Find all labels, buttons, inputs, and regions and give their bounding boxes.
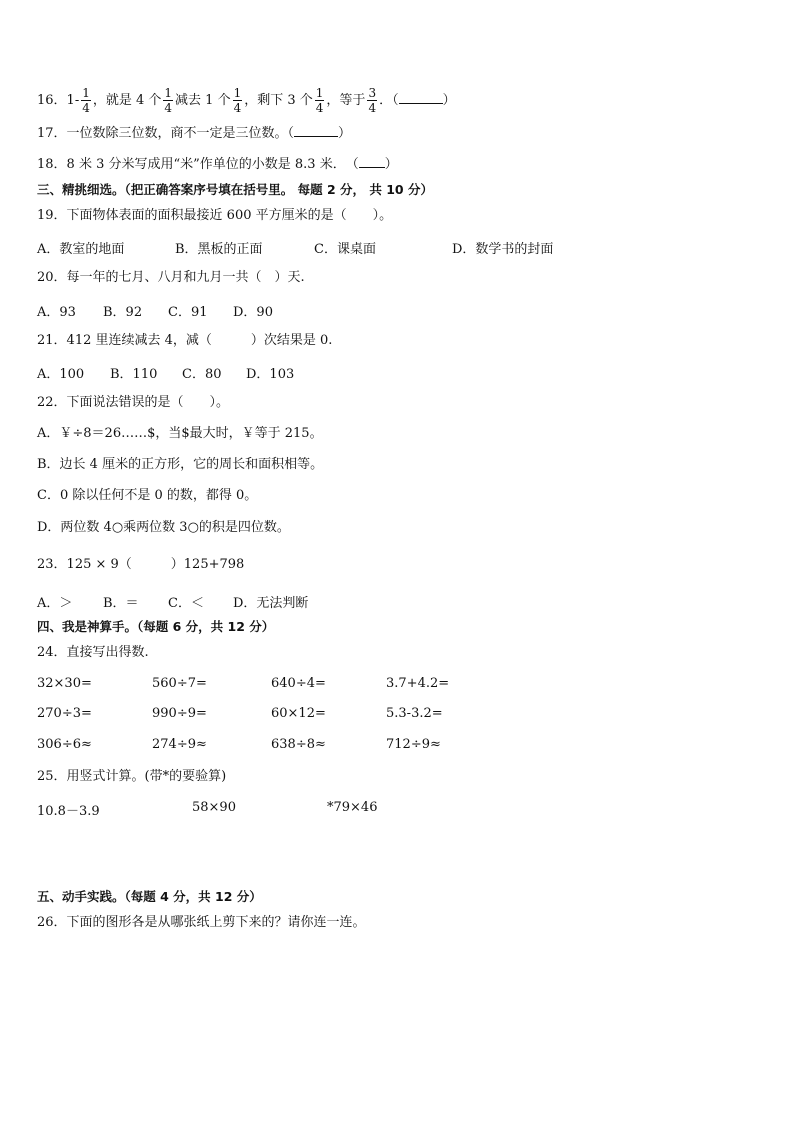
q25-item: 58×90 — [192, 800, 236, 815]
q22-option-a[interactable]: A．￥÷8＝26……$，当$最大时，￥等于 215。 — [37, 426, 323, 441]
fraction-one-quarter: $\frac{1}{4}$ — [315, 86, 324, 115]
q24-item: 712÷9≈ — [386, 737, 441, 752]
q24-item: 270÷3= — [37, 706, 92, 721]
q16-prefix: 16．1- — [37, 93, 80, 108]
section-5-heading: 五、动手实践。（每题 4 分，共 12 分） — [37, 889, 262, 904]
q19-option-a[interactable]: A．教室的地面 — [37, 242, 125, 257]
q25-item: *79×46 — [327, 800, 378, 815]
question-16: 16．1- $\frac{1}{4}$ ，就是 4 个 $\frac{1}{4}$ 减去 1 个 $\frac{1}{4}$ ，剩下 3 个 $\frac{1}{4}$ ，等于 $\frac{3}{4}$ ．（ ） — [37, 86, 456, 115]
answer-blank[interactable] — [359, 155, 385, 168]
fraction-three-quarters: $\frac{3}{4}$ — [368, 86, 377, 115]
question-21-stem: 21．412 里连续减去 4，减（ ）次结果是 0. — [37, 333, 333, 348]
question-18: 18．8 米 3 分米写成用“米”作单位的小数是 8.3 米． （ ） — [37, 157, 398, 172]
section-4-heading: 四、我是神算手。（每题 6 分，共 12 分） — [37, 619, 275, 634]
fraction-one-quarter: $\frac{1}{4}$ — [233, 86, 242, 115]
q20-option-c[interactable]: C．91 — [168, 305, 208, 320]
q24-item: 5.3-3.2= — [386, 706, 443, 721]
q19-option-c[interactable]: C．课桌面 — [314, 242, 376, 257]
q19-option-b[interactable]: B．黑板的正面 — [175, 242, 263, 257]
q20-option-d[interactable]: D．90 — [233, 305, 273, 320]
question-23-stem: 23．125 × 9（ ）125+798 — [37, 557, 245, 572]
q21-option-a[interactable]: A．100 — [37, 367, 85, 382]
q24-item: 640÷4= — [271, 676, 326, 691]
q20-option-b[interactable]: B．92 — [103, 305, 143, 320]
section-3-heading: 三、精挑细选。（把正确答案序号填在括号里。 每题 2 分， 共 10 分） — [37, 182, 433, 197]
answer-blank[interactable] — [399, 91, 443, 104]
question-22-stem: 22．下面说法错误的是（ ）。 — [37, 395, 230, 410]
q23-option-a[interactable]: A．＞ — [37, 596, 73, 611]
q24-item: 60×12= — [271, 706, 326, 721]
q22-option-d[interactable]: D．两位数 4○乘两位数 3○的积是四位数。 — [37, 520, 290, 535]
q22-option-b[interactable]: B．边长 4 厘米的正方形，它的周长和面积相等。 — [37, 457, 324, 472]
q25-item: 10.8－3.9 — [37, 804, 100, 819]
q24-item: 306÷6≈ — [37, 737, 92, 752]
q24-item: 638÷8≈ — [271, 737, 326, 752]
question-24-stem: 24．直接写出得数. — [37, 645, 149, 660]
answer-blank[interactable] — [294, 124, 338, 137]
q21-option-b[interactable]: B．110 — [110, 367, 158, 382]
question-26-stem: 26．下面的图形各是从哪张纸上剪下来的？请你连一连。 — [37, 915, 366, 930]
fraction-one-quarter: $\frac{1}{4}$ — [164, 86, 173, 115]
fraction-one-quarter: $\frac{1}{4}$ — [82, 86, 90, 115]
q22-option-c[interactable]: C．0 除以任何不是 0 的数，都得 0。 — [37, 488, 258, 503]
q21-option-d[interactable]: D．103 — [246, 367, 295, 382]
q19-option-d[interactable]: D．数学书的封面 — [452, 242, 554, 257]
q24-item: 3.7+4.2= — [386, 676, 450, 691]
q23-option-d[interactable]: D．无法判断 — [233, 596, 309, 611]
q24-item: 32×30= — [37, 676, 92, 691]
question-25-stem: 25．用竖式计算。(带*的要验算) — [37, 769, 227, 784]
question-17: 17．一位数除三位数，商不一定是三位数。（ ） — [37, 126, 352, 141]
question-19-stem: 19．下面物体表面的面积最接近 600 平方厘米的是（ ）。 — [37, 208, 393, 223]
q24-item: 990÷9= — [152, 706, 207, 721]
q21-option-c[interactable]: C．80 — [182, 367, 222, 382]
q23-option-c[interactable]: C．＜ — [168, 596, 204, 611]
question-20-stem: 20．每一年的七月、八月和九月一共（ ）天. — [37, 270, 305, 285]
q20-option-a[interactable]: A．93 — [37, 305, 76, 320]
q24-item: 274÷9≈ — [152, 737, 207, 752]
q24-item: 560÷7= — [152, 676, 207, 691]
q23-option-b[interactable]: B．＝ — [103, 596, 139, 611]
